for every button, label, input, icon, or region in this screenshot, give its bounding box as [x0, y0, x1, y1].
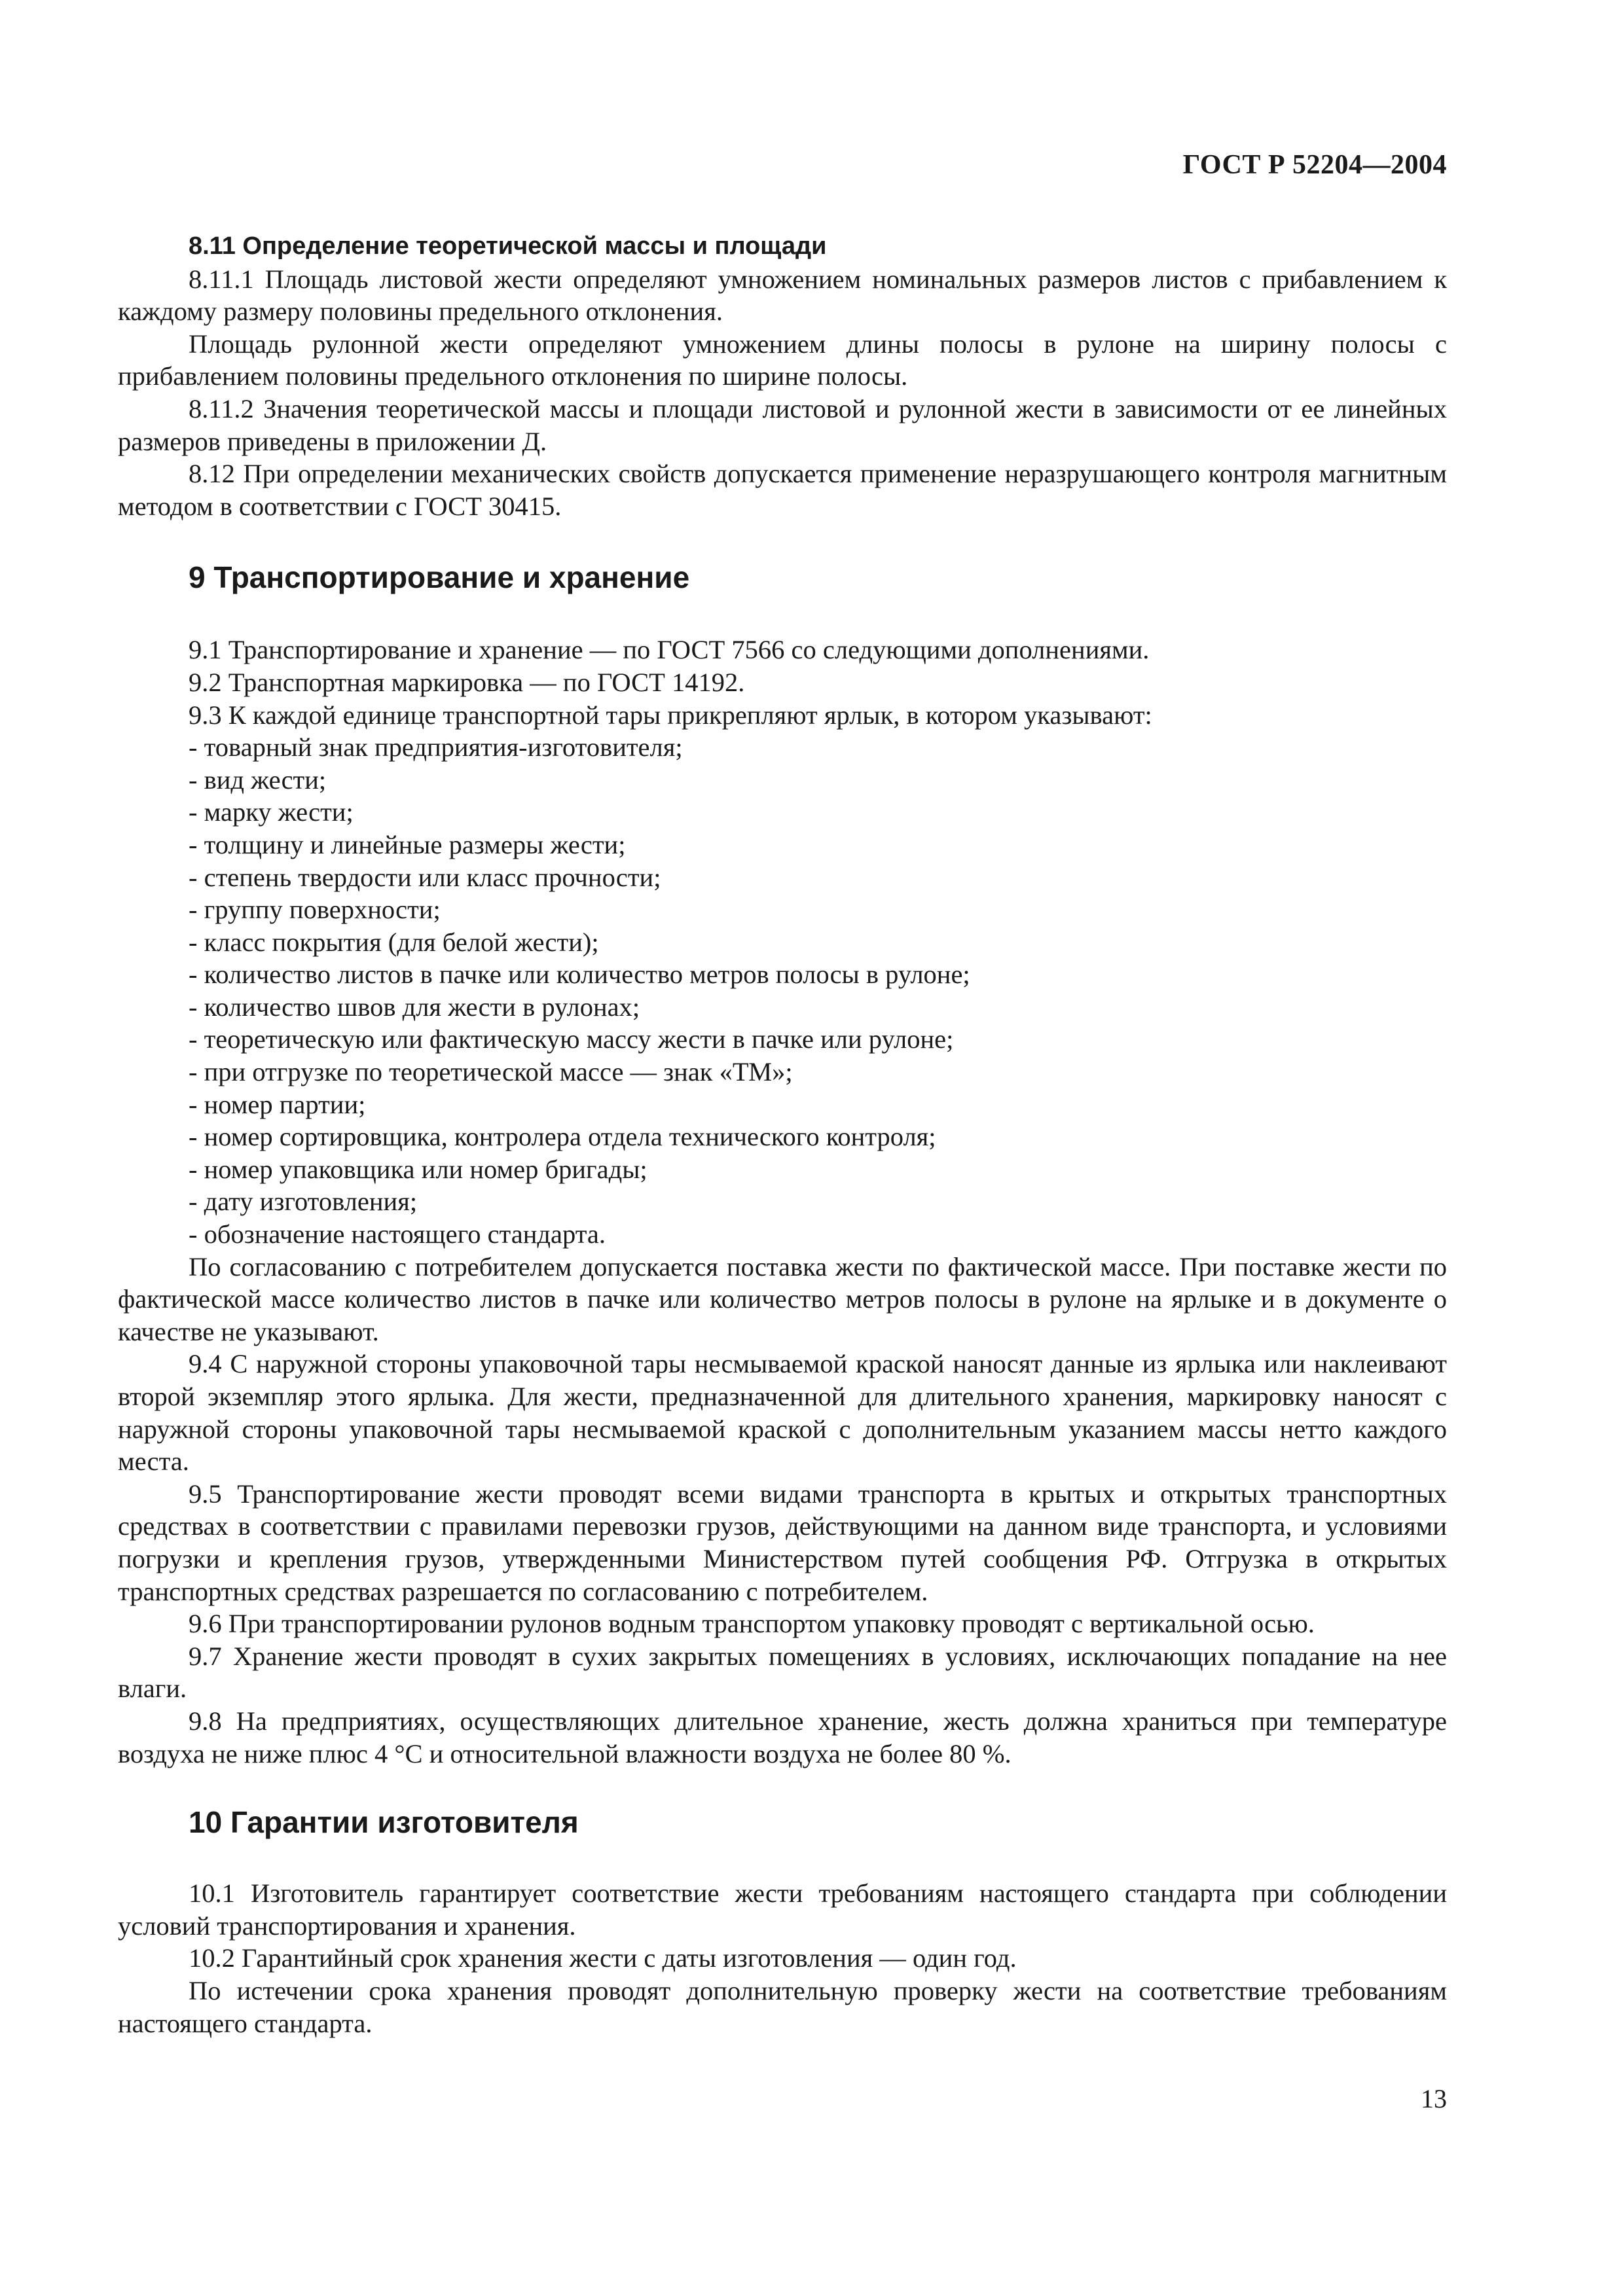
list-item: - номер партии;	[189, 1089, 366, 1119]
paragraph-10-3: По истечении срока хранения проводят дополнительную проверку жести на соответствие требованиям настоящего стандарта.	[118, 1975, 1447, 2038]
paragraph-8-11-1: 8.11.1 Площадь листовой жести определяют умножением номинальных размеров листов с прибавлением к каждому размеру половины предельного отклонения.	[118, 264, 1447, 327]
list-item: - обозначение настоящего стандарта.	[189, 1219, 606, 1249]
document-id-header: ГОСТ Р 52204—2004	[1182, 150, 1447, 180]
paragraph-9-8: 9.8 На предприятиях, осуществляющих длительное хранение, жесть должна храниться при температуре воздуха не ниже плюс 4 °С и относительной влажности воздуха не более 80 %.	[118, 1706, 1447, 1768]
list-item: - степень твердости или класс прочности;	[189, 862, 661, 892]
paragraph-9-5: 9.5 Транспортирование жести проводят всеми видами транспорта в крытых и открытых транспортных средствах в соответствии с правилами перевозки грузов, действующими на данном виде транспорта, и условиями погрузки и крепления грузов, утвержденными Министерством путей сообщения РФ. Отгрузка в открытых транспортных средствах разрешается по согласованию с потребителем.	[118, 1479, 1447, 1606]
paragraph-10-2: 10.2 Гарантийный срок хранения жести с даты изготовления — один год.	[189, 1943, 1017, 1973]
list-item: - марку жести;	[189, 797, 354, 827]
list-item: - группу поверхности;	[189, 895, 441, 925]
paragraph-9-7: 9.7 Хранение жести проводят в сухих закрытых помещениях в условиях, исключающих попадание на нее влаги.	[118, 1641, 1447, 1704]
page-number: 13	[1421, 2084, 1447, 2113]
list-item: - номер упаковщика или номер бригады;	[189, 1154, 647, 1184]
list-item: - дату изготовления;	[189, 1187, 418, 1217]
paragraph-9-3: 9.3 К каждой единице транспортной тары прикрепляют ярлык, в котором указывают:	[189, 700, 1152, 730]
section-title-10: 10 Гарантии изготовителя	[189, 1805, 579, 1840]
list-item: - толщину и линейные размеры жести;	[189, 829, 626, 859]
label-items-list	[118, 731, 1447, 1251]
list-item: - теоретическую или фактическую массу жести в пачке или рулоне;	[189, 1024, 954, 1054]
paragraph-coil-area: Площадь рулонной жести определяют умножением длины полосы в рулоне на ширину полосы с прибавлением половины предельного отклонения по ширине полосы.	[118, 329, 1447, 391]
list-item: - при отгрузке по теоретической массе — знак «ТМ»;	[189, 1057, 793, 1087]
page-content	[118, 230, 1447, 2039]
list-item: - товарный знак предприятия-изготовителя;	[189, 732, 683, 762]
list-item: - номер сортировщика, контролера отдела технического контроля;	[189, 1122, 936, 1152]
subsection-heading-8-11: 8.11 Определение теоретической массы и площади	[189, 232, 827, 260]
paragraph-8-12: 8.12 При определении механических свойств допускается применение неразрушающего контроля магнитным методом в соответствии с ГОСТ 30415.	[118, 459, 1447, 521]
list-item: - количество швов для жести в рулонах;	[189, 992, 640, 1022]
list-item: - вид жести;	[189, 764, 327, 795]
list-item: - класс покрытия (для белой жести);	[189, 927, 599, 957]
section-title-9: 9 Транспортирование и хранение	[189, 560, 690, 595]
paragraph-10-1: 10.1 Изготовитель гарантирует соответствие жести требованиям настоящего стандарта при соблюдении условий транспортирования и хранения.	[118, 1878, 1447, 1941]
paragraph-9-6: 9.6 При транспортировании рулонов водным транспортом упаковку проводят с вертикальной осью.	[189, 1609, 1315, 1639]
document-page	[118, 0, 1447, 2296]
paragraph-8-11-2: 8.11.2 Значения теоретической массы и площади листовой и рулонной жести в зависимости от ее линейных размеров приведены в приложении Д.	[118, 393, 1447, 456]
paragraph-9-1: 9.1 Транспортирование и хранение — по ГОСТ 7566 со следующими дополнениями.	[189, 635, 1150, 665]
paragraph-9-2: 9.2 Транспортная маркировка — по ГОСТ 14192.	[189, 667, 745, 697]
list-item: - количество листов в пачке или количество метров полосы в рулоне;	[189, 960, 970, 990]
paragraph-9-4: 9.4 С наружной стороны упаковочной тары несмываемой краской наносят данные из ярлыка или наклеивают второй экземпляр этого ярлыка. Для жести, предназначенной для длительного хранения, маркировку наносят с наружной стороны упаковочной тары несмываемой краской с дополнительным указанием массы нетто каждого места.	[118, 1349, 1447, 1477]
paragraph-agreement: По согласованию с потребителем допускается поставка жести по фактической массе. При поставке жести по фактической массе количество листов в пачке или количество метров полосы в рулоне на ярлыке и в документе о качестве не указывают.	[118, 1251, 1447, 1346]
